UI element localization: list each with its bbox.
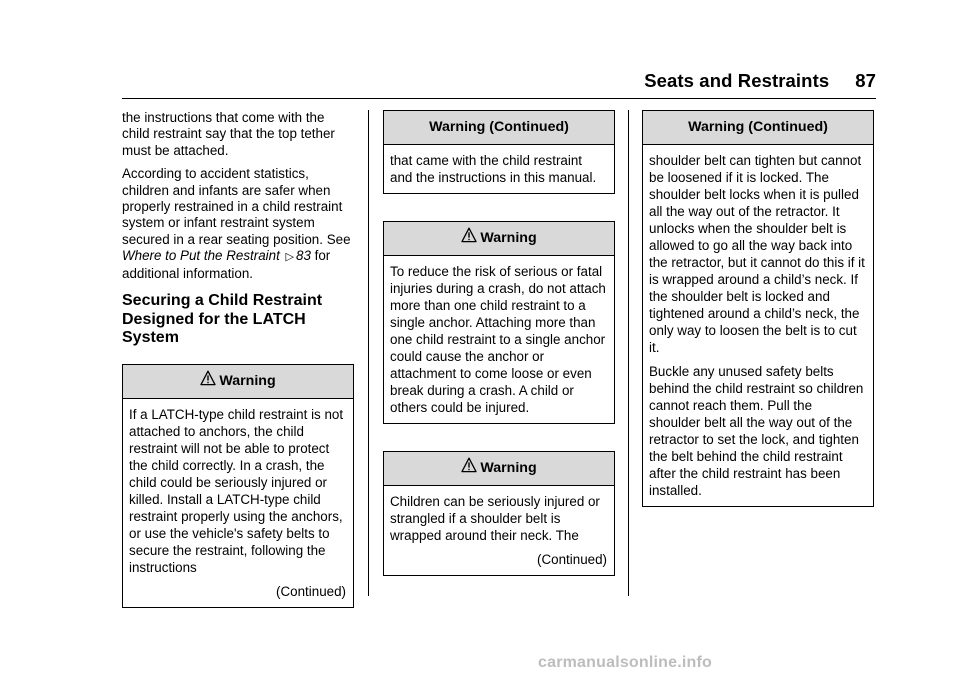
column-divider-1: [368, 110, 369, 596]
warning-box-latch: [122, 364, 354, 608]
intro-paragraph: the instructions that come with the child restraint say that the top tether must be attached.: [122, 110, 335, 158]
column-1: [122, 110, 354, 608]
column-divider-2: [628, 110, 629, 596]
section-heading: Securing a Child Restraint Designed for the LATCH System: [122, 292, 323, 347]
warning-body: [384, 256, 614, 423]
warning-text: Buckle any unused safety belts behind the child restraint so children cannot reach them. Pull the shoulder belt all the way out of the retractor to set the lock, and tighten the belt behind the child restraint after the child restraint has been installed.: [649, 364, 864, 498]
warning-box-anchor: [383, 221, 615, 424]
section-title: Seats and Restraints: [644, 70, 830, 91]
warning-header: [384, 452, 614, 486]
crossref-page[interactable]: 83: [296, 248, 311, 264]
warning-header: Warning (Continued): [643, 111, 873, 145]
warning-triangle-icon: [461, 227, 477, 243]
warning-text: To reduce the risk of serious or fatal injuries during a crash, do not attach more than one child restraint to a single anchor. Attaching more than one child restraint to a single anchor could cause the anchor or attachment to come loose or even break during a crash. A child or others could be injured.: [390, 264, 606, 415]
warning-body: [384, 486, 614, 575]
column-3: [642, 110, 874, 507]
warning-body: [643, 145, 873, 506]
warning-header: Warning (Continued): [384, 111, 614, 145]
column-2: [383, 110, 615, 576]
statistics-paragraph: [122, 166, 354, 282]
warning-box-neck: [383, 451, 615, 576]
warning-title: Warning: [219, 372, 276, 389]
header-title: [644, 70, 876, 92]
warning-text: that came with the child restraint and the instructions in this manual.: [390, 153, 597, 185]
continued-label: (Continued): [537, 552, 607, 567]
page-header: [122, 68, 876, 99]
warning-body: [384, 145, 614, 193]
warning-text: Children can be seriously injured or strangled if a shoulder belt is wrapped around their neck. The: [390, 494, 600, 543]
statistics-text: According to accident statistics, children and infants are safer when properly restrained in a child restraint system or infant restraint system secured in a rear seating position. See: [122, 166, 351, 247]
statistics-text-end: for additional information.: [122, 248, 331, 281]
warning-title: Warning: [480, 230, 537, 246]
warning-box-shoulder-belt: [642, 110, 874, 507]
warning-header: [123, 365, 353, 399]
continued-label: (Continued): [276, 583, 346, 599]
warning-title: Warning: [480, 460, 537, 476]
warning-text: If a LATCH-type child restraint is not attached to anchors, the child restraint will not be able to protect the child correctly. In a crash, the child could be seriously injured or killed. Install a LATCH-type child restraint properly using the anchors, or use the vehicle's safety belts to secure the restraint, following the instructions: [129, 406, 344, 575]
warning-text: shoulder belt can tighten but cannot be loosened if it is locked. The shoulder belt locks when it is pulled all the way out of the retractor. It unlocks when the shoulder belt is allowed to go all the way back into the retractor, but it cannot do this if it is wrapped around a child’s neck. If the shoulder belt is locked and tightened around a child’s neck, the only way to loosen the belt is to cut it.: [649, 153, 865, 355]
warning-body: [123, 399, 353, 607]
warning-header: [384, 222, 614, 256]
warning-triangle-icon: [461, 457, 477, 473]
watermark: carmanualsonline.info: [538, 654, 713, 671]
crossref-arrow-icon: ▷: [285, 251, 294, 264]
warning-box-continued: [383, 110, 615, 194]
crossref-link[interactable]: Where to Put the Restraint: [122, 248, 280, 264]
warning-triangle-icon: [200, 370, 216, 386]
page-number: 87: [855, 70, 876, 91]
